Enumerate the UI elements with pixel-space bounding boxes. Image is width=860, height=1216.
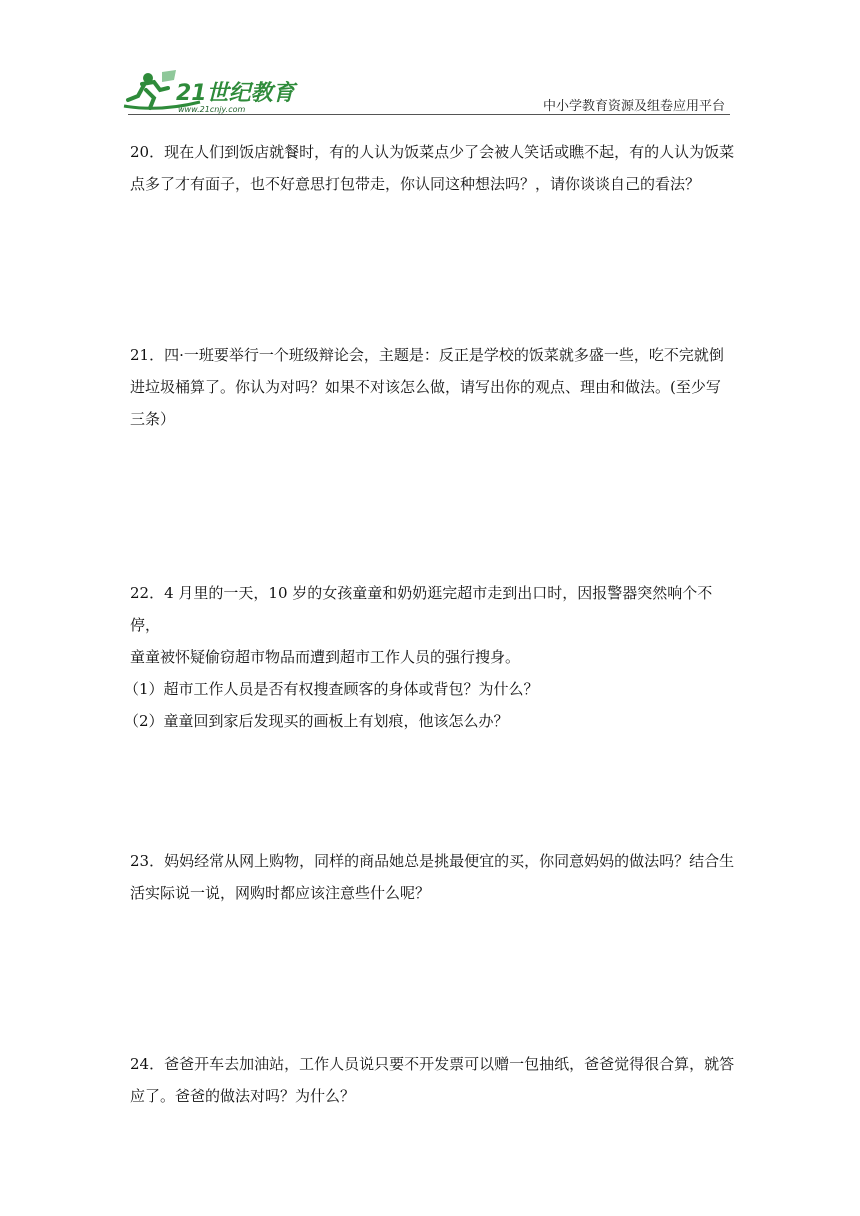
sub-question-1: （1）超市工作人员是否有权搜查顾客的身体或背包？为什么？: [124, 680, 539, 698]
question-line: 活实际说一说，网购时都应该注意些什么呢？: [130, 884, 431, 902]
question-line: 24．爸爸开车去加油站，工作人员说只要不开发票可以赠一包抽纸，爸爸觉得很合算，就答: [130, 1055, 735, 1073]
question-20: [130, 136, 735, 200]
question-line: 应了。爸爸的做法对吗？为什么？: [130, 1087, 356, 1105]
question-line: 童童被怀疑偷窃超市物品而遭到超市工作人员的强行搜身。: [130, 648, 521, 666]
logo-url: www.21cnjy.com: [178, 105, 246, 114]
question-line: 23．妈妈经常从网上购物，同样的商品她总是挑最便宜的买，你同意妈妈的做法吗？结合生: [130, 852, 735, 870]
question-line: 三条）: [130, 410, 176, 428]
question-24: [130, 1048, 735, 1112]
question-line: 点多了才有面子，也不好意思打包带走，你认同这种想法吗？，请你谈谈自己的看法？: [130, 175, 701, 193]
header-divider: [128, 114, 730, 115]
question-line: 22．4 月里的一天，10 岁的女孩童童和奶奶逛完超市走到出口时，因报警器突然响个不停，: [130, 584, 713, 634]
question-22: [124, 577, 735, 737]
sub-question-2: （2）童童回到家后发现买的画板上有划痕，他该怎么办？: [124, 712, 509, 730]
question-line: 21．四·一班要举行一个班级辩论会，主题是：反正是学校的饭菜就多盛一些，吃不完就倒: [130, 346, 724, 364]
question-line: 20．现在人们到饭店就餐时，有的人认为饭菜点少了会被人笑话或瞧不起，有的人认为饭菜: [130, 143, 735, 161]
question-23: [130, 845, 735, 909]
logo-text: 21世纪教育: [176, 81, 295, 106]
question-21: [130, 339, 735, 435]
logo: [120, 66, 300, 116]
platform-name: 中小学教育资源及组卷应用平台: [542, 99, 725, 114]
page-header: [0, 0, 860, 120]
question-line: 进垃圾桶算了。你认为对吗？如果不对该怎么做，请写出你的观点、理由和做法。(至少写: [130, 378, 721, 396]
